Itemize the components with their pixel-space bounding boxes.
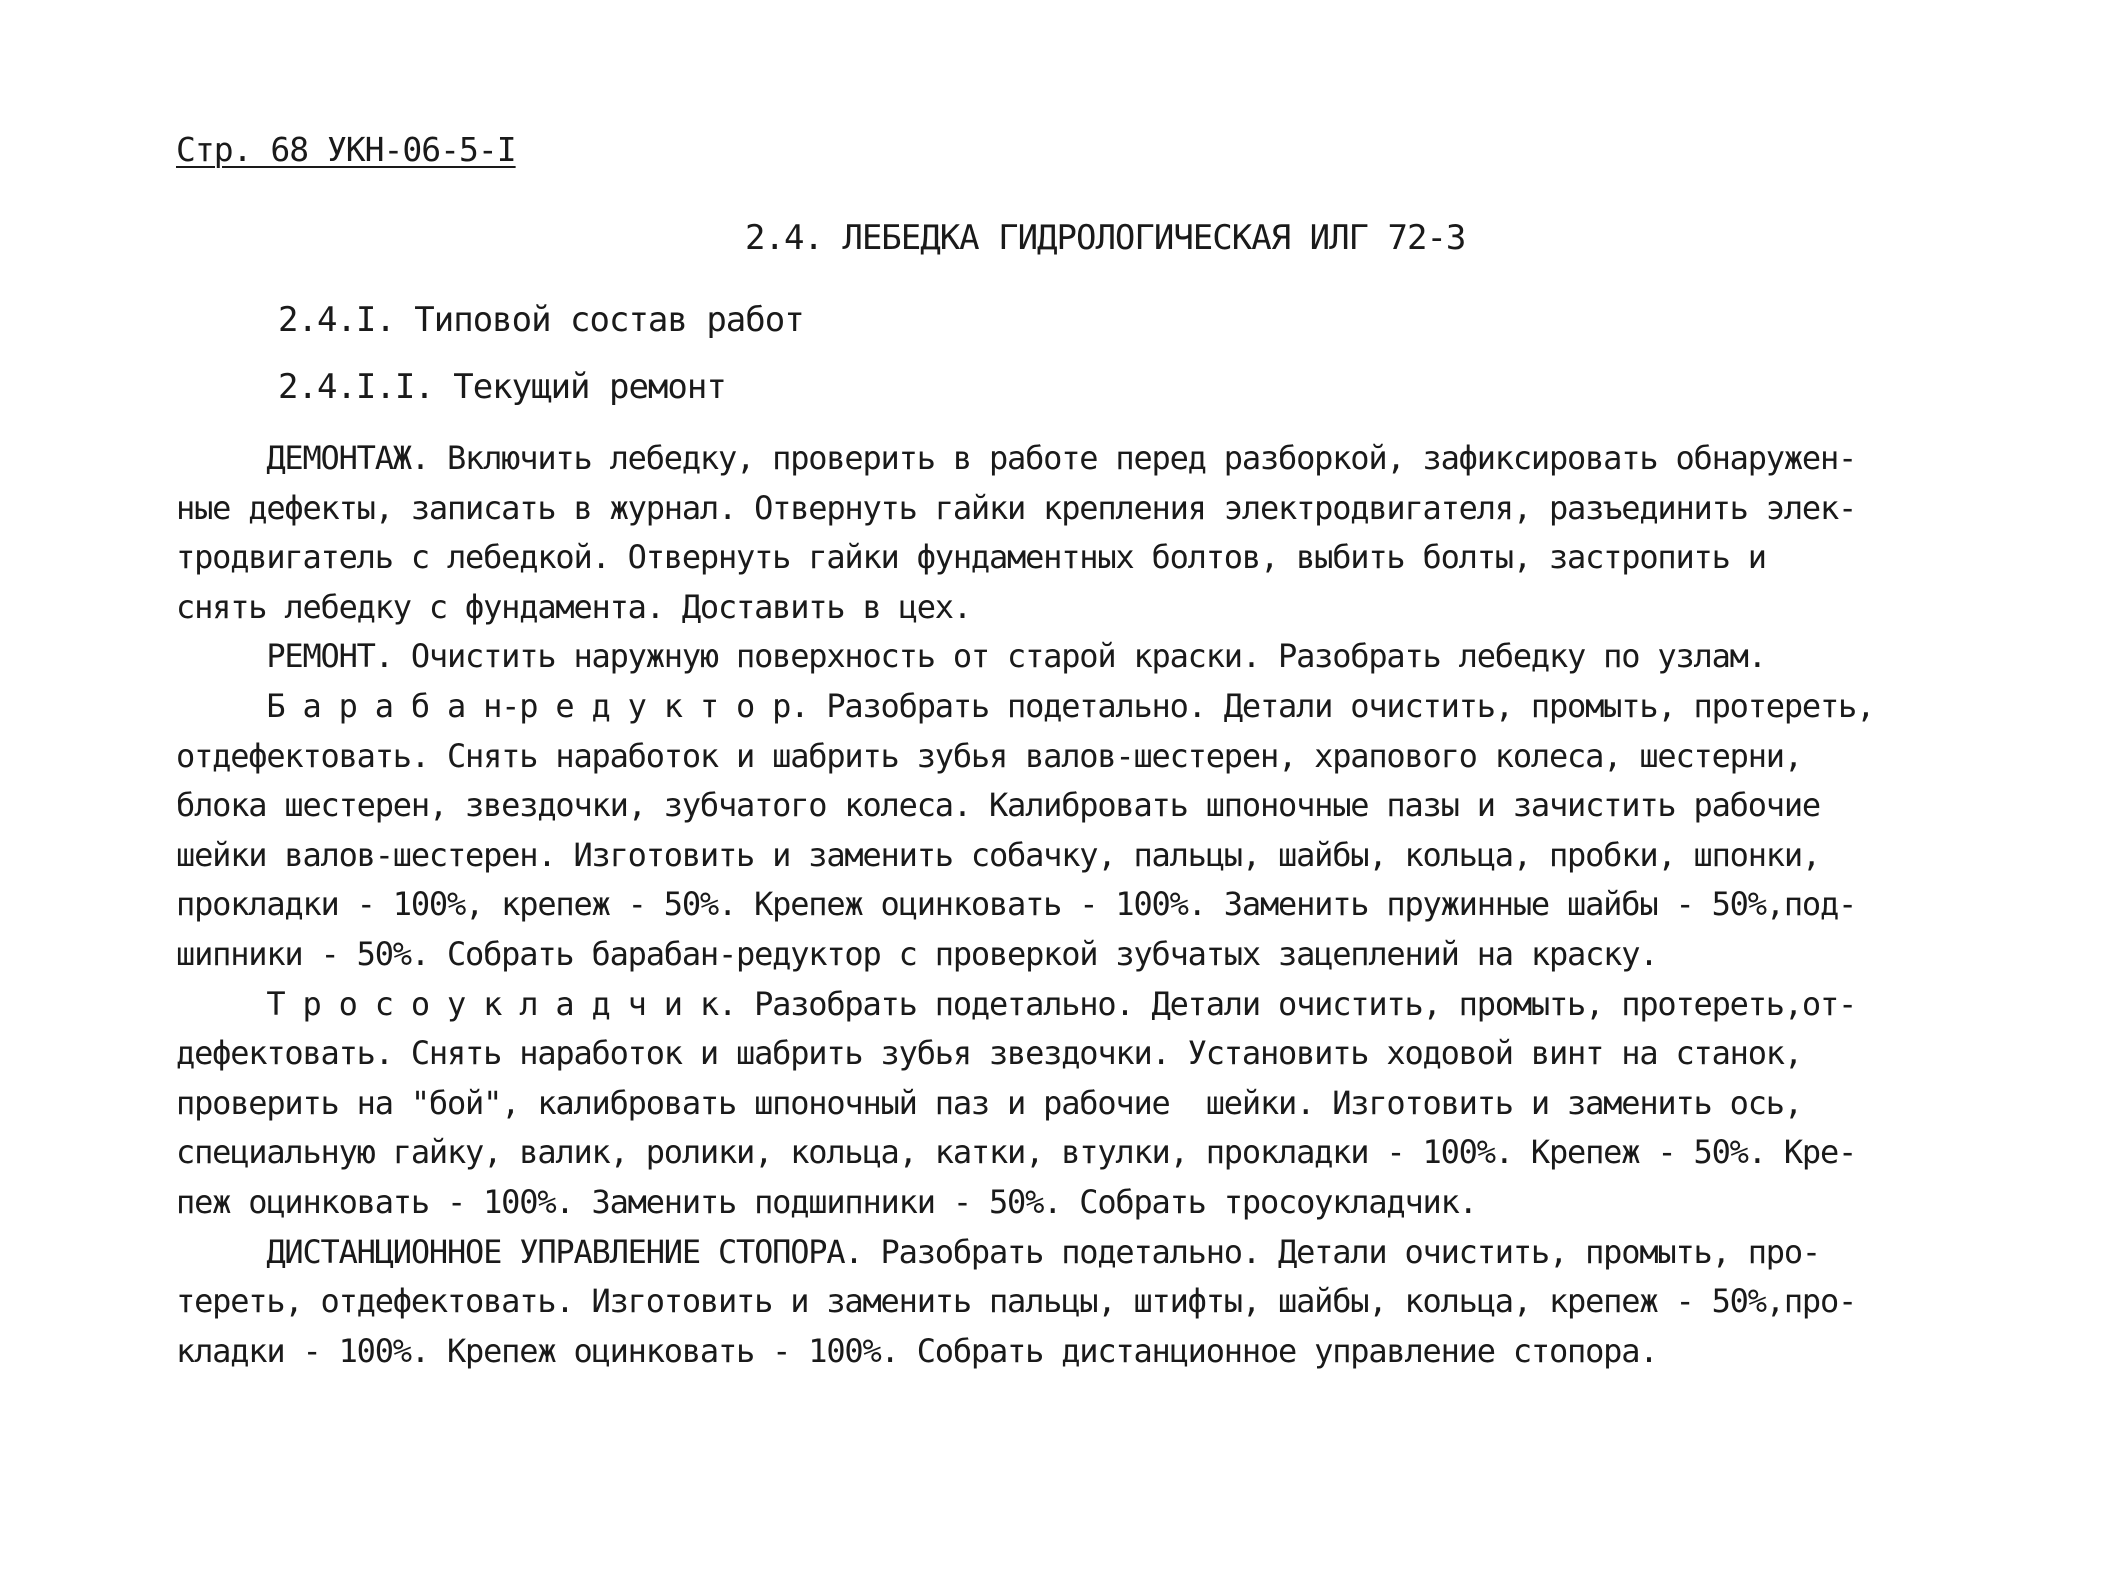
body-text — [176, 434, 2056, 1376]
section-title: 2.4. ЛЕБЕДКА ГИДРОЛОГИЧЕСКАЯ ИЛГ 72-3 — [745, 218, 1466, 258]
text-line: ДЕМОНТАЖ. Включить лебедку, проверить в работе перед разборкой, зафиксировать обнаружен- — [176, 439, 1857, 477]
text-line: тродвигатель с лебедкой. Отвернуть гайки фундаментных болтов, выбить болты, застропить и — [176, 538, 1766, 577]
text-line: тереть, отдефектовать. Изготовить и заменить пальцы, штифты, шайбы, кольца, крепеж - 50%,про- — [176, 1282, 1857, 1321]
subsection-heading-current-repair: 2.4.I.I. Текущий ремонт — [278, 367, 726, 407]
text-line: пеж оцинковать - 100%. Заменить подшипники - 50%. Собрать тросоукладчик. — [176, 1182, 1477, 1221]
text-line: РЕМОНТ. Очистить наружную поверхность от старой краски. Разобрать лебедку по узлам. — [176, 637, 1766, 676]
text-line: шипники - 50%. Собрать барабан-редуктор с проверкой зубчатых зацеплений на краску. — [176, 934, 1658, 973]
text-line: Т р о с о у к л а д ч и к. Разобрать подетально. Детали очистить, промыть, протереть,от- — [176, 984, 1857, 1023]
text-line: проверить на "бой", калибровать шпоночный паз и рабочие шейки. Изготовить и заменить ось, — [176, 1083, 1802, 1122]
text-line: снять лебедку с фундамента. Доставить в цех. — [176, 587, 971, 626]
subsection-heading-composition: 2.4.I. Типовой состав работ — [278, 300, 804, 340]
text-line: специальную гайку, валик, ролики, кольца, катки, втулки, прокладки - 100%. Крепеж - 50%. Кре- — [176, 1133, 1857, 1172]
text-line: кладки - 100%. Крепеж оцинковать - 100%. Собрать дистанционное управление стопора. — [176, 1331, 1658, 1370]
text-line: ные дефекты, записать в журнал. Отвернуть гайки крепления электродвигателя, разъединить элек- — [176, 488, 1857, 527]
page-reference: Стр. 68 УКН-06-5-I — [176, 130, 516, 169]
text-line: блока шестерен, звездочки, зубчатого колеса. Калибровать шпоночные пазы и зачистить рабочие — [176, 786, 1820, 825]
text-line: шейки валов-шестерен. Изготовить и заменить собачку, пальцы, шайбы, кольца, пробки, шпонки, — [176, 835, 1820, 874]
text-line: Б а р а б а н-р е д у к т о р. Разобрать подетально. Детали очистить, промыть, протереть, — [176, 686, 1875, 725]
text-line: прокладки - 100%, крепеж - 50%. Крепеж оцинковать - 100%. Заменить пружинные шайбы - 50%,под- — [176, 885, 1857, 924]
text-line: ДИСТАНЦИОННОЕ УПРАВЛЕНИЕ СТОПОРА. Разобрать подетально. Детали очистить, промыть, про- — [176, 1232, 1820, 1271]
text-line: дефектовать. Снять наработок и шабрить зубья звездочки. Установить ходовой винт на станок, — [176, 1034, 1802, 1073]
text-line: отдефектовать. Снять наработок и шабрить зубья валов-шестерен, храпового колеса, шестерни, — [176, 736, 1802, 775]
